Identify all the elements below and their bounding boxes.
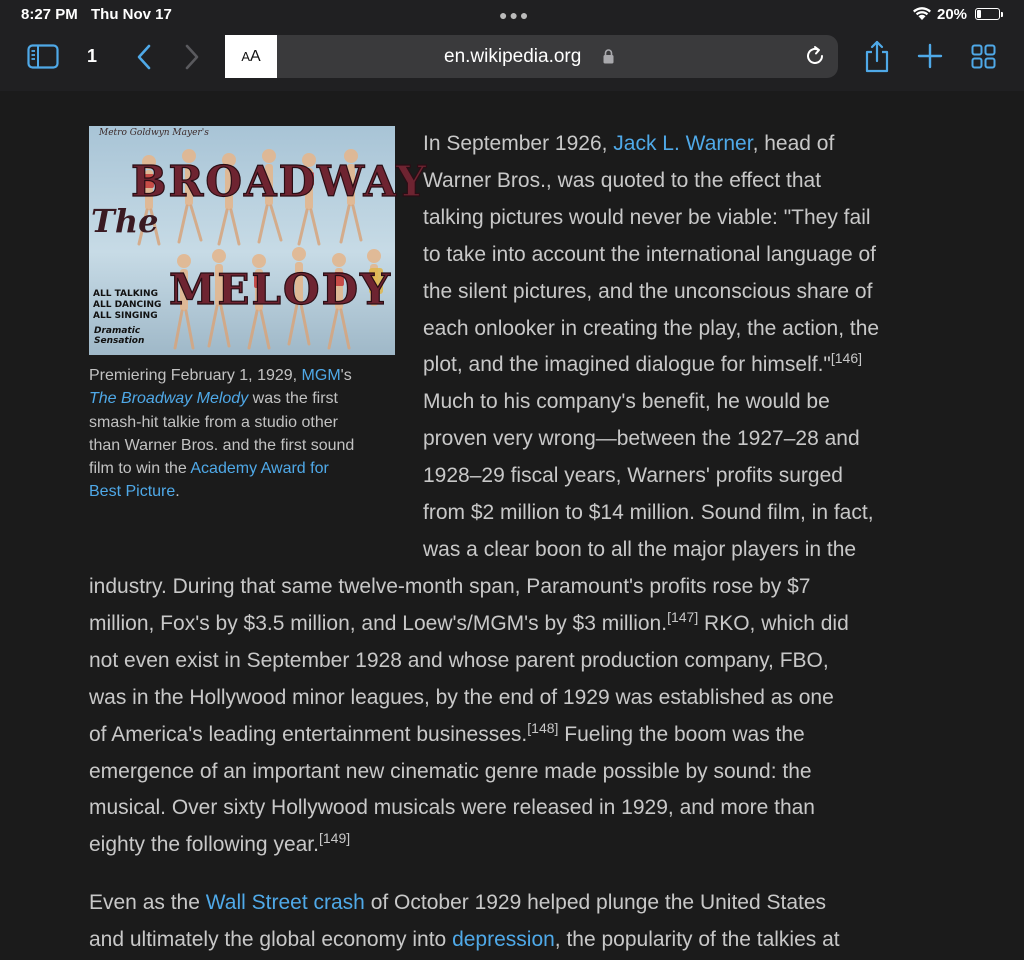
status-time: 8:27 PM bbox=[21, 6, 78, 23]
plus-icon[interactable] bbox=[918, 44, 942, 68]
poster-tag-singing: ALL SINGING bbox=[93, 311, 158, 321]
link-best-picture[interactable]: Best Picture bbox=[89, 483, 176, 501]
article-content bbox=[0, 91, 1024, 960]
paragraph-2: Even as the Wall Street crash of October 1929 helped plunge the United States and ultimately the global economy into depression, the popularity of the talkies at bbox=[89, 891, 840, 951]
paragraph-1-top: In September 1926, Jack L. Warner, head of Warner Bros., was quoted to the effect that talking pictures would never be viable: "They fail to take into account the international language of the silent pictures, and the unconscious share of each onlooker in creating the play, the action, the plot, and the imagined dialogue for himself."[146] Much to his company's benefit, he would be proven very wrong—between the 1927–28 and 1928–29 fiscal years, Warners' profits surged from $2 million to $14 million. Sound film, in fact, was a clear boon to all the major players in the bbox=[423, 132, 880, 561]
link-wall-street-crash[interactable]: Wall Street crash bbox=[205, 891, 365, 914]
poster-word-broadway: BROADWAY bbox=[131, 157, 428, 206]
forward-icon[interactable] bbox=[183, 43, 201, 71]
reload-icon[interactable] bbox=[804, 45, 826, 67]
back-icon[interactable] bbox=[135, 43, 153, 71]
poster-tag-dramatic: Dramatic bbox=[94, 326, 141, 336]
paragraph-1-bottom: industry. During that same twelve-month span, Paramount's profits rose by $7 million, Fox's by $3.5 million, and Loew's/MGM's by $3 million.[147] RKO, which did not even exist in September 1928 and whose parent production company, FBO, was in the Hollywood minor leagues, by the end of 1929 was established as one of America's leading entertainment businesses.[148] Fueling the boom was the emergence of an important new cinematic genre made possible by sound: the musical. Over sixty Hollywood musicals were released in 1929, and more than eighty the following year.[149] bbox=[89, 575, 849, 857]
citation-146[interactable]: [146] bbox=[830, 350, 863, 367]
link-depression[interactable]: depression bbox=[452, 927, 555, 951]
citation-149[interactable]: [149] bbox=[318, 830, 351, 847]
broadway-melody-poster-image[interactable] bbox=[89, 126, 428, 355]
tabs-grid-icon[interactable] bbox=[971, 44, 996, 69]
battery-level-fill bbox=[977, 10, 981, 18]
status-bar bbox=[0, 0, 1024, 30]
link-broadway-melody[interactable]: The Broadway Melody bbox=[89, 390, 249, 408]
figure-caption: Premiering February 1, 1929, MGM's The Broadway Melody was the first smash-hit talkie from a studio other than Warner Bros. and the first sound film to win the Academy Award for Best Picture. bbox=[89, 367, 355, 501]
poster-tag-dancing: ALL DANCING bbox=[93, 300, 162, 310]
address-bar[interactable] bbox=[225, 35, 838, 78]
wifi-icon bbox=[912, 6, 932, 25]
battery-percent: 20% bbox=[937, 6, 968, 23]
citation-148[interactable]: [148] bbox=[527, 719, 559, 736]
link-jack-warner[interactable]: Jack L. Warner bbox=[613, 132, 753, 155]
link-mgm[interactable]: MGM bbox=[301, 367, 341, 384]
sidebar-icon[interactable] bbox=[27, 44, 59, 69]
citation-147[interactable]: [147] bbox=[667, 608, 699, 625]
battery-icon bbox=[975, 8, 1000, 20]
multitasking-dots-icon[interactable]: ●●● bbox=[499, 7, 531, 23]
poster-tag-talking: ALL TALKING bbox=[93, 289, 158, 299]
lock-icon bbox=[603, 49, 614, 64]
poster-tag-sensation: Sensation bbox=[94, 336, 145, 346]
battery-tip bbox=[1001, 12, 1003, 17]
tab-count-label[interactable]: 1 bbox=[87, 46, 98, 66]
url-text[interactable]: en.wikipedia.org bbox=[444, 46, 582, 67]
link-academy-award[interactable]: Academy Award for bbox=[190, 460, 329, 478]
poster-word-the: The bbox=[91, 202, 159, 240]
poster-word-melody: MELODY bbox=[169, 265, 393, 314]
browser-chrome bbox=[0, 0, 1024, 91]
page-settings-button[interactable]: A A bbox=[225, 35, 277, 78]
poster-studio-text: Metro Goldwyn Mayer's bbox=[99, 128, 209, 138]
share-icon[interactable] bbox=[864, 40, 890, 73]
status-date: Thu Nov 17 bbox=[91, 6, 172, 23]
